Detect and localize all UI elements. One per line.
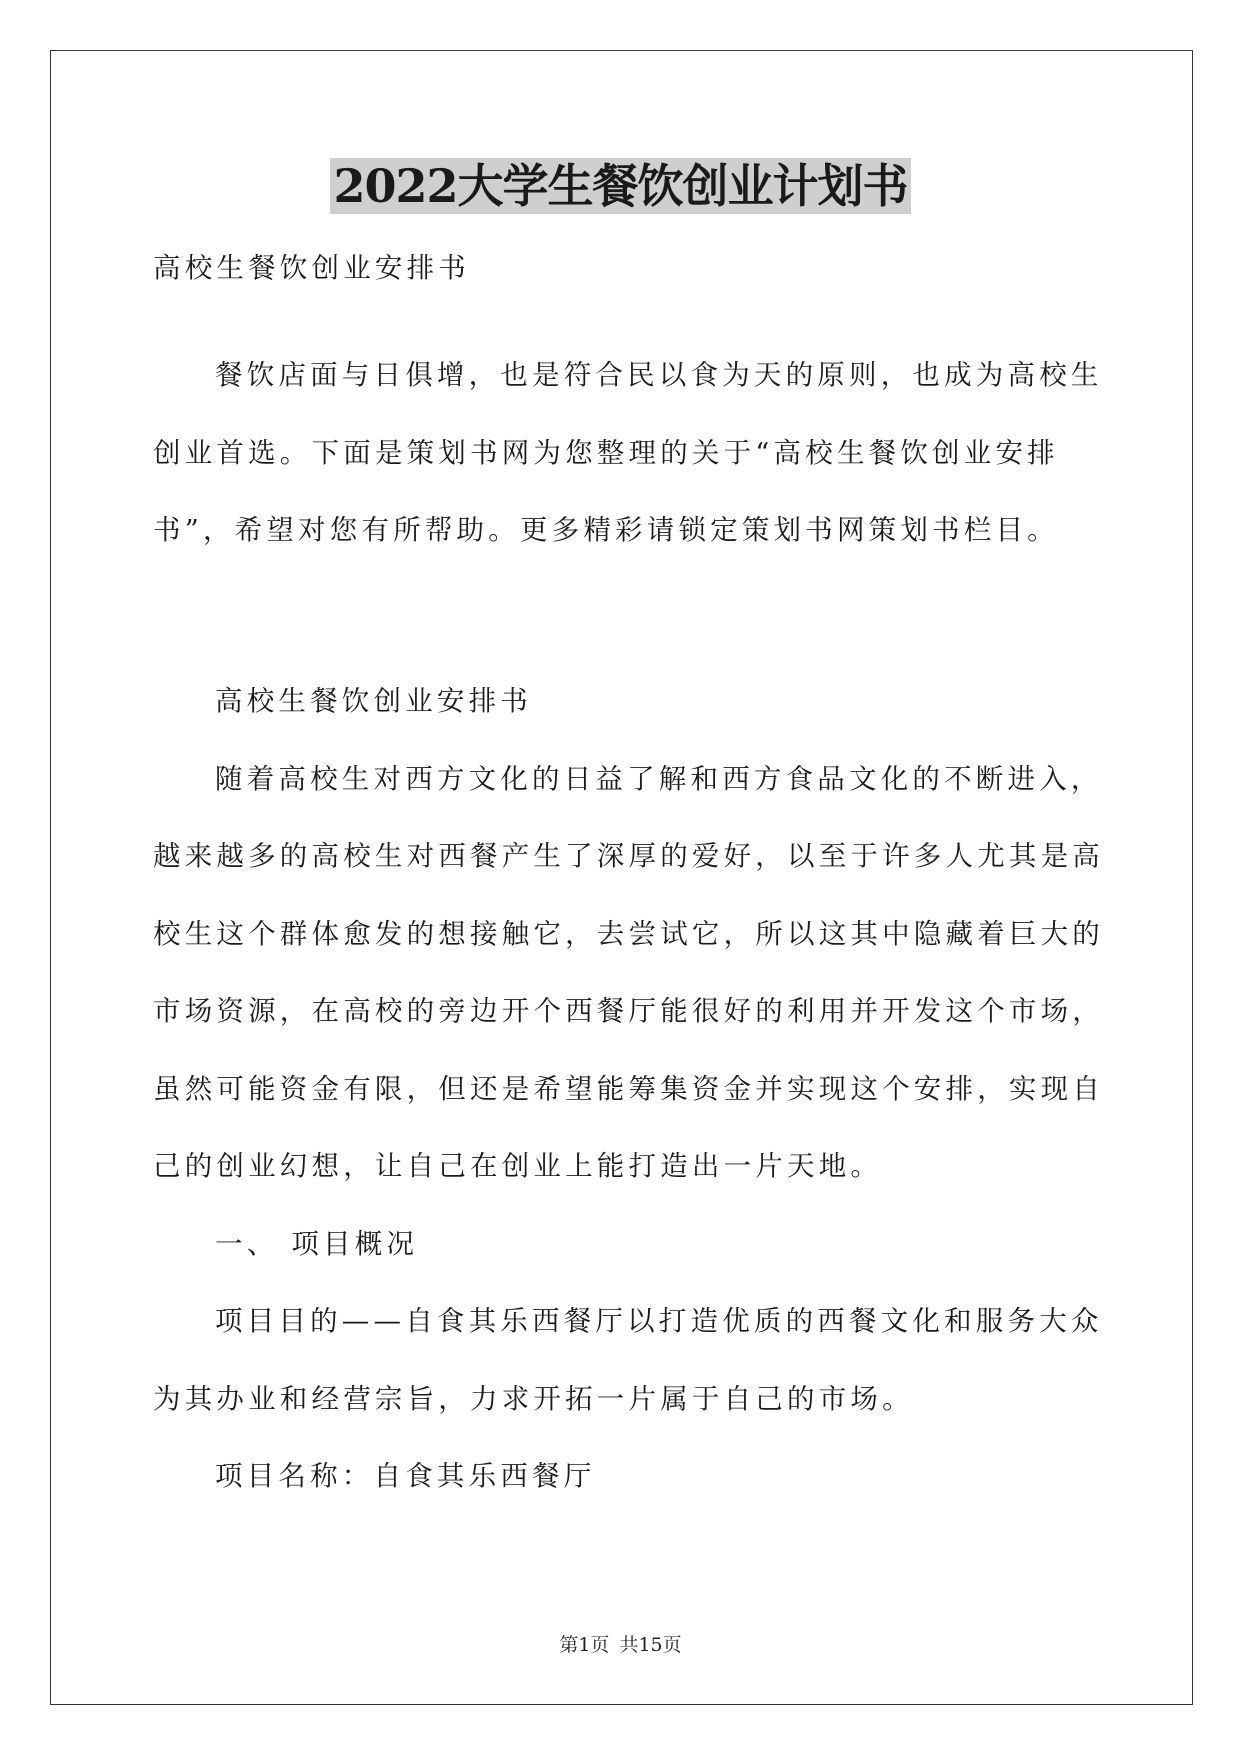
subtitle-line: 高校生餐饮创业安排书 [153, 252, 470, 284]
paragraph-line: 项目名称：自食其乐西餐厅 [215, 1460, 596, 1492]
paragraph-line: 书”，希望对您有所帮助。更多精彩请锁定策划书网策划书栏目。 [153, 514, 1059, 546]
page-total: 共15页 [619, 1634, 682, 1656]
paragraph-line: 己的创业幻想，让自己在创业上能打造出一片天地。 [153, 1150, 883, 1182]
paragraph-line: 随着高校生对西方文化的日益了解和西方食品文化的不断进入， [215, 763, 1103, 795]
paragraph-line: 创业首选。下面是策划书网为您整理的关于“高校生餐饮创业安排 [153, 437, 1059, 469]
paragraph-line: 市场资源，在高校的旁边开个西餐厅能很好的利用并开发这个市场， [153, 995, 1104, 1027]
paragraph-line: 越来越多的高校生对西餐产生了深厚的爱好，以至于许多人尤其是高 [153, 840, 1104, 872]
page-footer [0, 1630, 1241, 1657]
section-heading: 高校生餐饮创业安排书 [215, 685, 532, 717]
section-heading: 一、 项目概况 [215, 1228, 419, 1260]
paragraph-line: 校生这个群体愈发的想接触它，去尝试它，所以这其中隐藏着巨大的 [153, 918, 1104, 950]
document-title: 2022大学生餐饮创业计划书 [330, 158, 910, 214]
title-container [0, 158, 1241, 214]
page-number: 第1页 [559, 1634, 610, 1656]
paragraph-line: 虽然可能资金有限，但还是希望能筹集资金并实现这个安排，实现自 [153, 1073, 1104, 1105]
paragraph-line: 餐饮店面与日俱增，也是符合民以食为天的原则，也成为高校生 [215, 359, 1103, 391]
paragraph-line: 为其办业和经营宗旨，力求开拓一片属于自己的市场。 [153, 1383, 914, 1415]
paragraph-line: 项目目的——自食其乐西餐厅以打造优质的西餐文化和服务大众 [215, 1305, 1103, 1337]
